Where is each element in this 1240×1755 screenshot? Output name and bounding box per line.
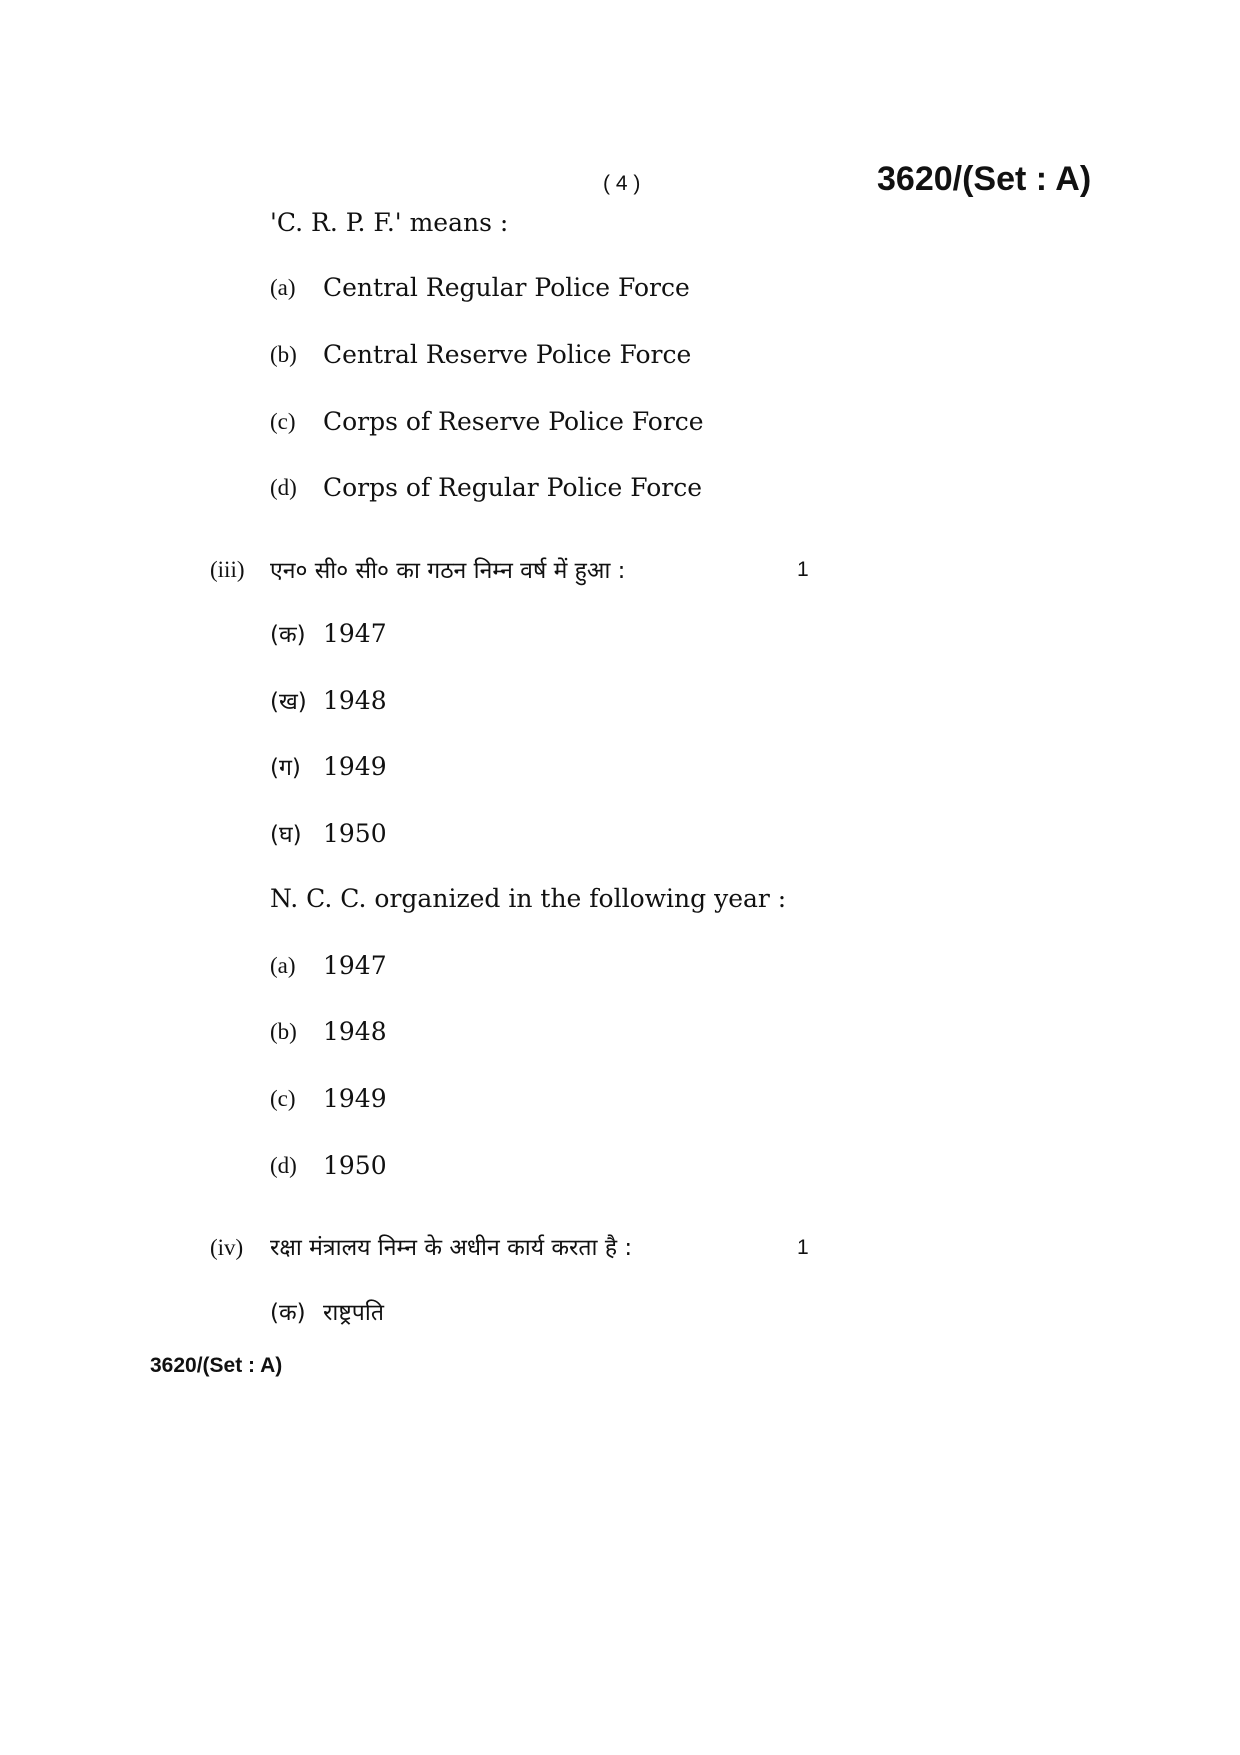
option-kha <box>270 684 870 718</box>
option-label: (क) <box>270 622 306 648</box>
question-stem-hindi: रक्षा मंत्रालय निम्न के अधीन कार्य करता है : <box>270 1235 633 1261</box>
option-label: (c) <box>270 1086 296 1111</box>
paper-code-header: 3620/(Set : A) <box>877 160 1092 198</box>
option-label: (b) <box>270 1019 297 1044</box>
option-gha <box>270 817 870 851</box>
option-ga <box>270 750 870 784</box>
option-text: 1950 <box>323 1151 387 1180</box>
question-stem-crpf: 'C. R. P. F.' means : <box>270 208 509 237</box>
option-label: (a) <box>270 275 296 300</box>
option-text: 1950 <box>323 819 387 848</box>
option-label: (घ) <box>270 822 302 848</box>
option-d <box>270 473 870 507</box>
option-a <box>270 951 870 985</box>
option-label: (ख) <box>270 689 307 715</box>
option-b <box>270 1017 870 1051</box>
option-text: Corps of Reserve Police Force <box>323 407 704 436</box>
option-text: Central Reserve Police Force <box>323 340 692 369</box>
option-label: (a) <box>270 953 296 978</box>
question-number: (iv) <box>210 1235 244 1260</box>
option-a <box>270 273 870 307</box>
option-label: (d) <box>270 475 297 500</box>
option-ka <box>270 617 870 651</box>
option-label: (ग) <box>270 755 301 781</box>
page-number: ( 4 ) <box>603 172 641 195</box>
marks: 1 <box>797 558 809 581</box>
option-text: 1947 <box>323 951 387 980</box>
option-label: (c) <box>270 409 296 434</box>
option-text: राष्ट्रपति <box>323 1300 384 1326</box>
option-text: Central Regular Police Force <box>323 273 690 302</box>
option-text: Corps of Regular Police Force <box>323 473 703 502</box>
question-stem-english: N. C. C. organized in the following year : <box>270 884 787 913</box>
question-stem-hindi: एन० सी० सी० का गठन निम्न वर्ष में हुआ : <box>270 558 626 584</box>
option-text: 1948 <box>323 1017 387 1046</box>
option-b <box>270 340 870 374</box>
option-label: (d) <box>270 1153 297 1178</box>
option-text: 1949 <box>323 1084 387 1113</box>
option-d <box>270 1151 870 1185</box>
option-label: (b) <box>270 342 297 367</box>
option-c <box>270 407 870 441</box>
option-c <box>270 1084 870 1118</box>
option-label: (क) <box>270 1300 306 1326</box>
marks: 1 <box>797 1236 809 1259</box>
paper-code-footer: 3620/(Set : A) <box>150 1354 283 1377</box>
option-ka <box>270 1295 870 1329</box>
option-text: 1947 <box>323 619 387 648</box>
question-number: (iii) <box>210 557 245 582</box>
option-text: 1949 <box>323 752 387 781</box>
option-text: 1948 <box>323 686 387 715</box>
